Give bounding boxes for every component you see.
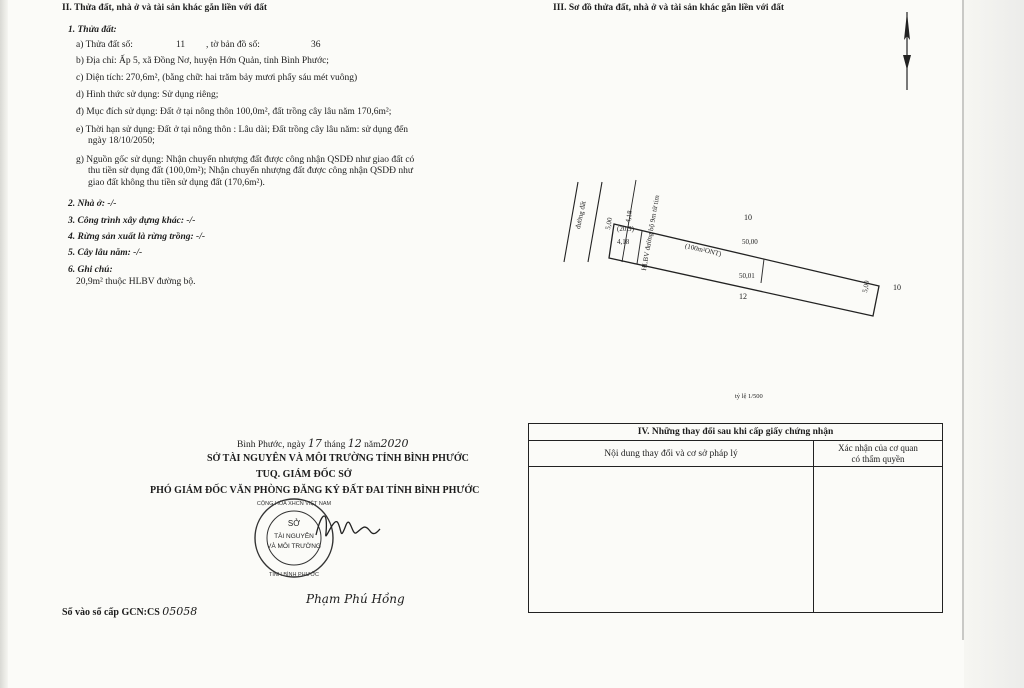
- signing-year: 2020: [380, 437, 409, 450]
- changes-confirm-cell: [814, 467, 943, 613]
- use-label: (100m²ONT): [684, 242, 723, 259]
- dim-left-top: 4,18: [624, 209, 635, 224]
- house-item: 2. Nhà ở: -/-: [68, 199, 117, 209]
- notes-text: 20,9m² thuộc HLBV đường bộ.: [76, 277, 196, 287]
- perennial-item: 5. Cây lâu năm: -/-: [68, 248, 143, 258]
- neighbor-bottom: 12: [739, 292, 747, 301]
- year-label: năm: [364, 440, 381, 450]
- confirm-header-line2: có thẩm quyền: [851, 453, 905, 464]
- confirm-header-line1: Xác nhận của cơ quan: [838, 442, 918, 453]
- svg-text:SỞ: SỞ: [287, 519, 301, 528]
- dim-bottom: 50,01: [739, 272, 755, 280]
- map-sheet-label: , tờ bản đồ số:: [206, 40, 260, 50]
- svg-text:TỈNH BÌNH PHƯỚC: TỈNH BÌNH PHƯỚC: [268, 572, 320, 578]
- scale-label: tỷ lệ 1/500: [735, 393, 763, 400]
- place-date: [237, 437, 408, 450]
- agency-name: SỞ TÀI NGUYÊN VÀ MÔI TRƯỜNG TỈNH BÌNH PHƯỚC: [207, 453, 469, 464]
- origin-line2: thu tiền sử dụng đất (100,0m²); Nhận chuyển nhượng đất được công nhận QSDĐ như: [88, 166, 414, 176]
- register-number: [62, 605, 197, 618]
- forest-item: 4. Rừng sản xuất là rừng trồng: -/-: [68, 232, 206, 242]
- neighbor-right: 10: [893, 283, 901, 292]
- register-no: 05058: [162, 605, 198, 618]
- month-label: tháng: [324, 440, 346, 450]
- svg-text:TÀI NGUYÊN: TÀI NGUYÊN: [274, 533, 314, 540]
- residential-boundary: [761, 259, 764, 283]
- signer-name: Phạm Phú Hồng: [306, 592, 405, 606]
- changes-col-content: Nội dung thay đổi và cơ sở pháp lý: [529, 441, 814, 467]
- svg-text:VÀ MÔI TRƯỜNG: VÀ MÔI TRƯỜNG: [267, 543, 321, 550]
- signing-month: 12: [347, 437, 362, 450]
- usage-purpose: đ) Mục đích sử dụng: Đất ở tại nông thôn 100,0m², đất trồng cây lâu năm 170,6m²;: [76, 107, 392, 117]
- usage-term-line2: ngày 18/10/2050;: [88, 136, 155, 146]
- usage-term-line1: e) Thời hạn sử dụng: Đất ở tại nông thôn : Lâu dài; Đất trồng cây lâu năm: sử dụng đến: [76, 125, 409, 135]
- changes-content-cell: [529, 467, 814, 613]
- parcel-number-label: a) Thửa đất số:: [76, 40, 133, 50]
- on-behalf: TUQ. GIÁM ĐỐC SỞ: [256, 469, 352, 480]
- area: c) Diện tích: 270,6m², (bằng chữ: hai trăm bảy mươi phẩy sáu mét vuông): [76, 73, 358, 83]
- signer-position: PHÓ GIÁM ĐỐC VĂN PHÒNG ĐĂNG KÝ ĐẤT ĐAI TỈNH BÌNH PHƯỚC: [150, 485, 480, 496]
- usage-form: d) Hình thức sử dụng: Sử dụng riêng;: [76, 90, 219, 100]
- changes-col-confirm: [814, 441, 943, 467]
- road-corridor-label: HLBV đường bộ 9m từ tim: [640, 194, 662, 272]
- changes-table: [528, 423, 943, 613]
- origin-line1: g) Nguồn gốc sử dụng: Nhận chuyển nhượng đất được công nhận QSDĐ như giao đất có: [76, 155, 415, 165]
- dim-right: 5,00: [861, 279, 872, 294]
- road-label: đường đất: [574, 200, 588, 230]
- neighbor-top: 10: [744, 213, 752, 222]
- dim-left: 5,00: [604, 216, 615, 231]
- origin-line3: giao đất không thu tiền sử dụng đất (170,6m²).: [88, 178, 265, 188]
- north-arrow-icon: [903, 12, 911, 90]
- changes-title: IV. Những thay đổi sau khi cấp giấy chứng nhận: [529, 424, 943, 441]
- signing-day: 17: [307, 437, 322, 450]
- notes-title: 6. Ghi chú:: [68, 265, 113, 275]
- register-label: Số vào sổ cấp GCN:CS: [62, 607, 160, 618]
- section-2-heading: II. Thửa đất, nhà ở và tài sản khác gắn liền với đất: [62, 3, 268, 13]
- section-3-heading: III. Sơ đồ thửa đất, nhà ở và tài sản khác gắn liền với đất: [553, 3, 785, 13]
- dim-top: 50,00: [742, 238, 758, 246]
- dim-left-bottom: 4,18: [617, 238, 630, 246]
- parcel-number: 11: [176, 40, 186, 50]
- svg-text:CỘNG HÒA XHCN VIỆT NAM: CỘNG HÒA XHCN VIỆT NAM: [256, 501, 332, 507]
- road-edge-right: [588, 182, 602, 262]
- corridor-area: (20,9): [617, 225, 634, 233]
- land-parcel-title: 1. Thửa đất:: [68, 25, 117, 35]
- place-date-prefix: Bình Phước, ngày: [237, 440, 306, 450]
- address: b) Địa chỉ: Ấp 5, xã Đồng Nơ, huyện Hớn Quản, tỉnh Bình Phước;: [76, 56, 329, 66]
- map-sheet-number: 36: [311, 40, 321, 50]
- handwritten-signature: [312, 505, 382, 550]
- other-works-item: 3. Công trình xây dựng khác: -/-: [68, 216, 196, 226]
